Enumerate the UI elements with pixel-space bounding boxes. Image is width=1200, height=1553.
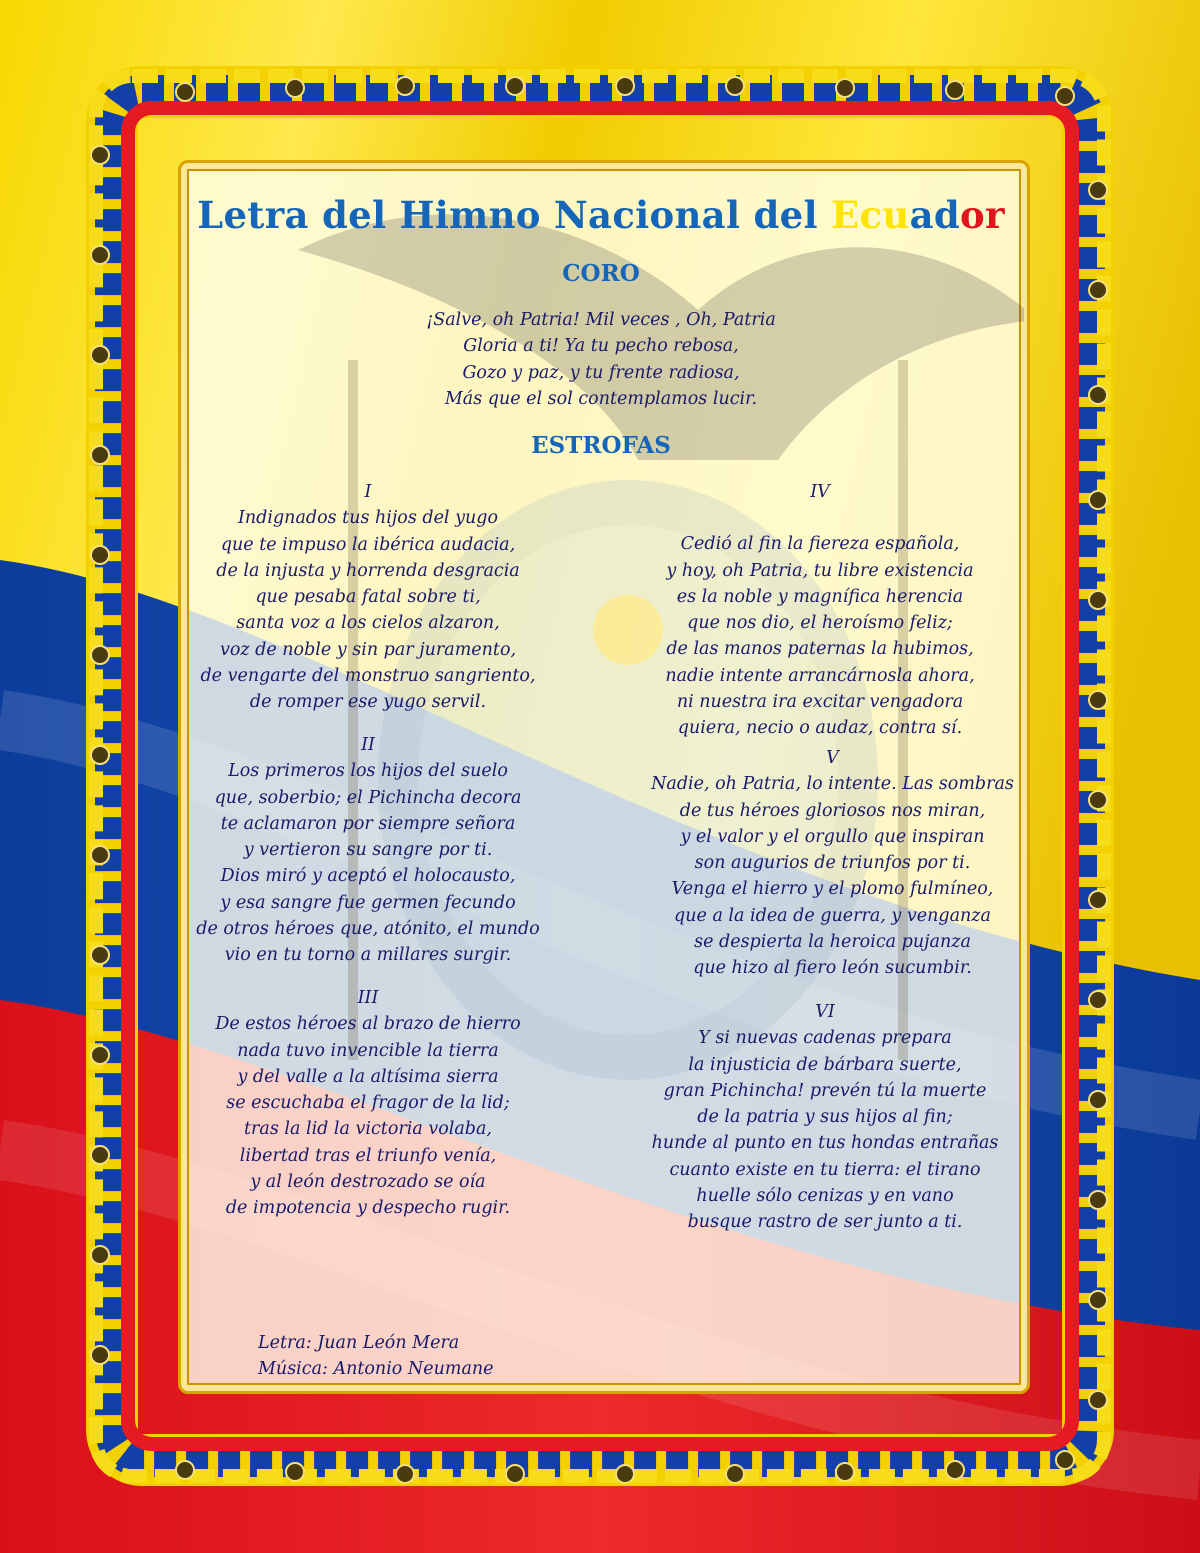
stanza-line: y esa sangre fue germen fecundo [220, 892, 516, 913]
credits [258, 1330, 494, 1382]
stanza-line: que te impuso la ibérica audacia, [220, 534, 516, 555]
title-ad: ad [909, 193, 961, 237]
stanza-1 [178, 479, 558, 716]
stanza-line: la injusticia de bárbara suerte, [688, 1054, 962, 1075]
stanza-line: cuanto existe en tu tierra: el tirano [669, 1159, 981, 1180]
stanza-4 [620, 479, 1020, 742]
stanza-line: de romper ese yugo servil. [249, 692, 487, 713]
stanza-line: y vertieron su sangre por ti. [243, 840, 493, 861]
stanza-line: de la patria y sus hijos al fin; [697, 1107, 953, 1128]
stanza-line: que hizo al fiero león sucumbir. [693, 958, 972, 979]
stanza-line: que nos dio, el heroísmo feliz; [687, 613, 953, 634]
stanza-line: huelle sólo cenizas y en vano [696, 1186, 954, 1207]
estrofas-heading: ESTROFAS [531, 432, 671, 459]
coro-verse [178, 307, 1024, 412]
stanza-line: quiera, necio o audaz, contra sí. [677, 718, 963, 739]
stanza-line: de vengarte del monstruo sangriento, [200, 666, 536, 687]
stanza-line: Y si nuevas cadenas prepara [698, 1028, 952, 1049]
stanza-line: es la noble y magnífica herencia [676, 586, 964, 607]
stanza-line: son augurios de triunfos por ti. [694, 853, 971, 874]
stanza-5 [620, 745, 1045, 982]
stanza-line: tras la lid la victoria volaba, [244, 1119, 492, 1140]
stanza-line: Nadie, oh Patria, lo intente. Las sombras [651, 774, 1014, 795]
stanza-line: Los primeros los hijos del suelo [228, 761, 508, 782]
stanza-line: y al león destrozado se oía [250, 1172, 486, 1193]
stanza-line: de impotencia y despecho rugir. [225, 1198, 511, 1219]
stanza-line: Cedió al fin la fiereza española, [680, 534, 960, 555]
stanza-number: V [826, 748, 839, 768]
stanza-line: y hoy, oh Patria, tu libre existencia [666, 560, 974, 581]
stanza-line: vio en tu torno a millares surgir. [224, 945, 512, 966]
stanza-line: de tus héroes gloriosos nos miran, [679, 800, 986, 821]
title-text: Letra del Himno Nacional del [197, 193, 832, 237]
coro-line: Gozo y paz, y tu frente radiosa, [462, 362, 740, 383]
coro-heading: CORO [562, 260, 640, 287]
stanza-line: de la injusta y horrenda desgracia [216, 560, 520, 581]
title-or: or [960, 193, 1005, 237]
stanza-line: de las manos paternas la hubimos, [666, 639, 974, 660]
stanza-number: I [364, 482, 372, 502]
stanza-line: se despierta la heroica pujanza [694, 932, 971, 953]
stanza-line: y del valle a la altísima sierra [237, 1066, 499, 1087]
stanza-line: se escuchaba el fragor de la lid; [226, 1093, 510, 1114]
coro-line: Gloria a ti! Ya tu pecho rebosa, [463, 336, 739, 357]
stanza-number: VI [815, 1002, 835, 1022]
coro-line: ¡Salve, oh Patria! Mil veces , Oh, Patria [426, 310, 776, 330]
stanza-line: ni nuestra ira excitar vengadora [676, 692, 964, 713]
title-ecu: Ecu [831, 193, 910, 237]
stanza-line: Indignados tus hijos del yugo [237, 508, 498, 529]
stanza-line: libertad tras el triunfo venía, [239, 1145, 497, 1166]
stanza-line: de otros héroes que, atónito, el mundo [196, 919, 540, 940]
stanza-line: que a la idea de guerra, y venganza [674, 905, 991, 926]
stanza-2 [178, 732, 558, 969]
stanza-line: De estos héroes al brazo de hierro [215, 1014, 521, 1035]
stanza-line: voz de noble y sin par juramento, [219, 639, 517, 660]
coro-line: Más que el sol contemplamos lucir. [444, 388, 758, 409]
credit-lyrics: Letra: Juan León Mera [258, 1333, 460, 1353]
stanza-number: II [361, 735, 375, 755]
stanza-number: IV [810, 482, 830, 502]
stanza-line: te aclamaron por siempre señora [220, 813, 516, 834]
stanza-line: nadie intente arrancárnosla ahora, [665, 665, 975, 686]
stanza-line [620, 505, 1020, 531]
stanza-3 [178, 985, 558, 1222]
stanza-line: Dios miró y aceptó el holocausto, [220, 866, 516, 887]
stanza-line: hunde al punto en tus hondas entrañas [651, 1133, 999, 1154]
stanza-number: III [357, 988, 379, 1008]
stanza-line: que, soberbio; el Pichincha decora [214, 787, 522, 808]
stanza-line: busque rastro de ser junto a ti. [687, 1212, 963, 1233]
stanza-line: gran Pichincha! prevén tú la muerte [663, 1080, 987, 1101]
stanza-line: nada tuvo invencible la tierra [237, 1040, 499, 1061]
stanza-line: Venga el hierro y el plomo fulmíneo, [671, 879, 994, 900]
page-title [178, 193, 1024, 237]
stanza-line: que pesaba fatal sobre ti, [255, 587, 481, 608]
stanza-6 [620, 999, 1030, 1236]
stanza-line: y el valor y el orgullo que inspiran [680, 826, 985, 847]
credit-music: Música: Antonio Neumane [258, 1359, 494, 1379]
stanza-line: santa voz a los cielos alzaron, [236, 613, 500, 634]
